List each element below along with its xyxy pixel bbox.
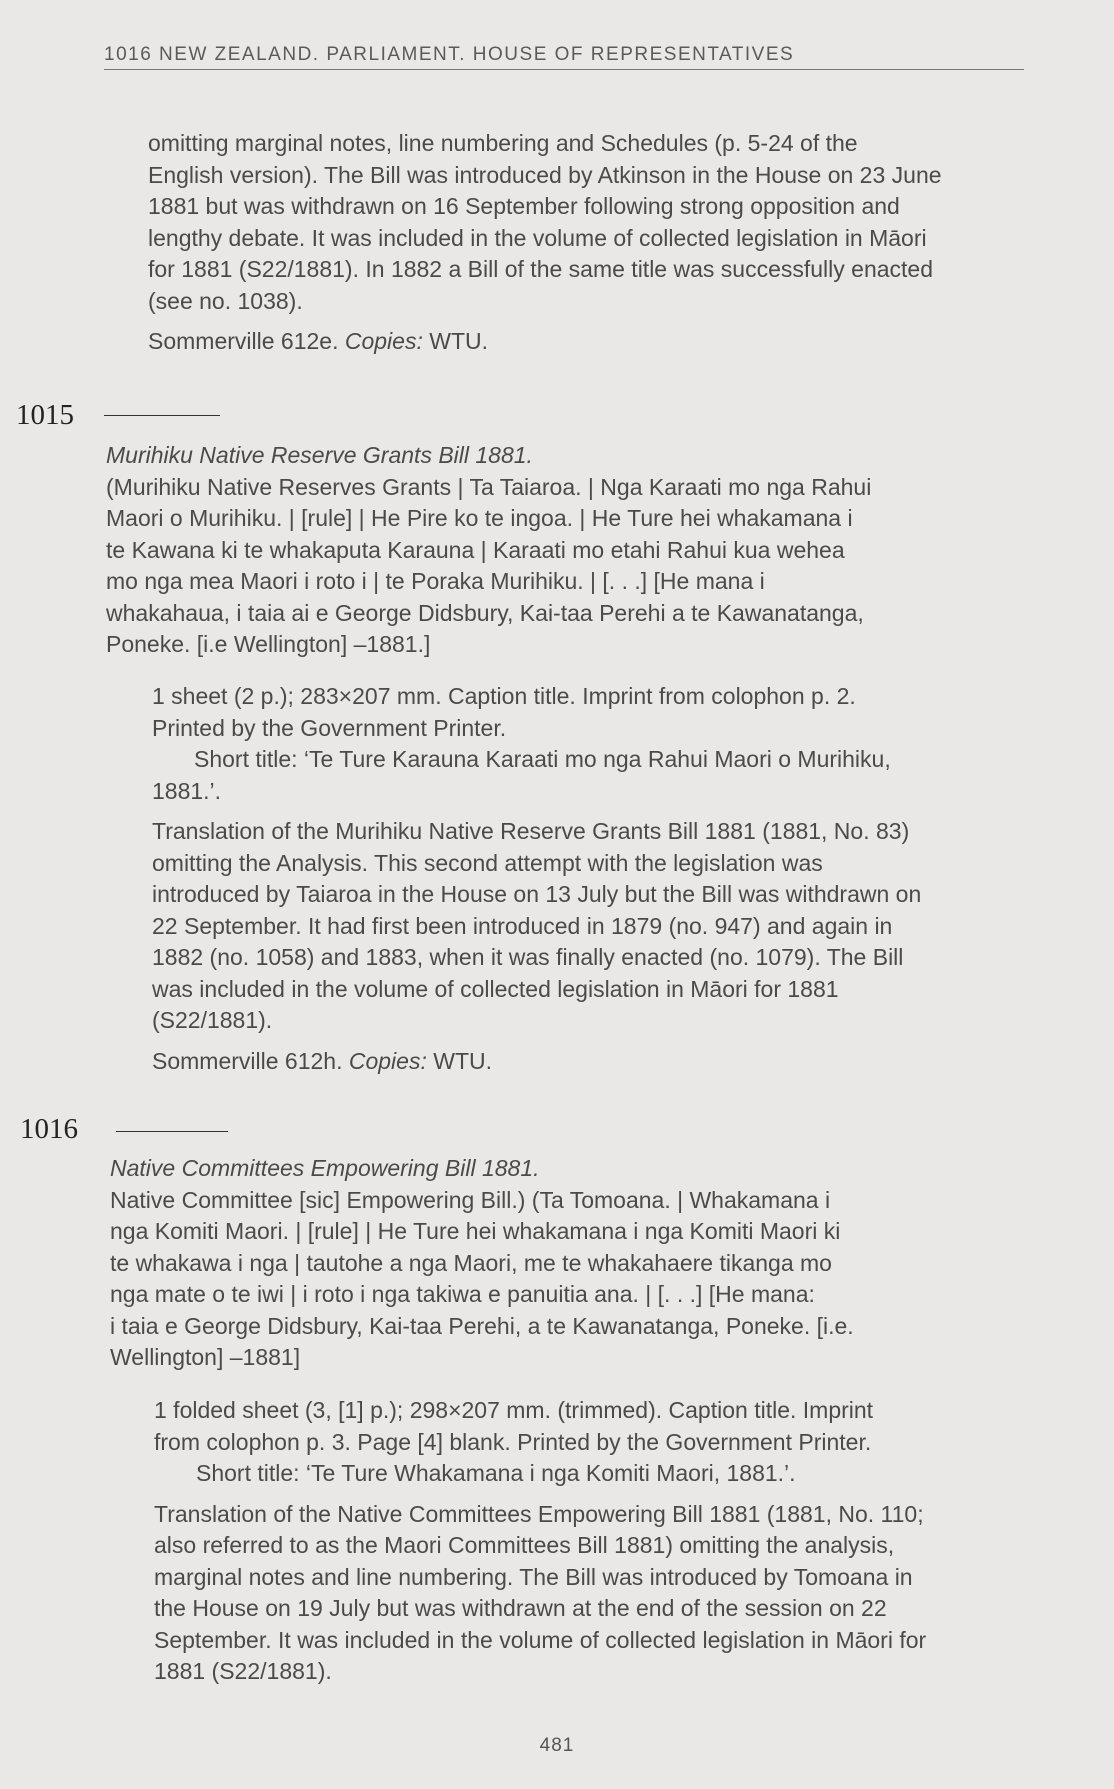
note-line: September. It was included in the volume of collected legislation in Māori for	[154, 1626, 927, 1653]
entry-1015-notes	[152, 681, 1026, 1077]
text-line: Maori o Murihiku. | [rule] | He Pire ko te ingoa. | He Ture hei whakamana i	[106, 505, 853, 531]
note-line: also referred to as the Maori Committees Bill 1881) omitting the analysis,	[154, 1532, 895, 1558]
text-line: for 1881 (S22/1881). In 1882 a Bill of the same title was successfully enacted	[148, 256, 933, 282]
text-line: nga Komiti Maori. | [rule] | He Ture hei whakamana i nga Komiti Maori ki	[110, 1218, 841, 1244]
text-line: te whakawa i nga | tautohe a nga Maori, me te whakahaere tikanga mo	[110, 1249, 832, 1276]
entry-1015-transcription	[106, 440, 1018, 661]
intro-continuation	[148, 128, 1026, 358]
text-line: Poneke. [i.e Wellington] –1881.]	[106, 631, 431, 657]
copies-label: Copies:	[344, 328, 423, 354]
text-line: te Kawana ki te whakaputa Karauna | Karaati mo etahi Rahui kua wehea	[106, 536, 845, 563]
physical-description: Printed by the Government Printer.	[152, 714, 507, 741]
text-line: omitting marginal notes, line numbering and Schedules (p. 5-24 of the	[148, 130, 858, 156]
entry-1016-notes	[154, 1395, 1030, 1688]
physical-description: 1 folded sheet (3, [1] p.); 298×207 mm. (trimmed). Caption title. Imprint	[154, 1397, 874, 1423]
short-title: 1881.’.	[152, 777, 222, 804]
entry-title: Native Committees Empowering Bill 1881.	[110, 1155, 540, 1181]
note-line: was included in the volume of collected legislation in Māori for 1881	[152, 975, 839, 1002]
page-number: 481	[539, 1735, 575, 1756]
copies-value: WTU.	[433, 1047, 492, 1074]
entry-number: 1016	[20, 1113, 78, 1145]
entry-title: Murihiku Native Reserve Grants Bill 1881.	[106, 442, 533, 468]
copies-label: Copies:	[348, 1047, 427, 1074]
text-line: English version). The Bill was introduced by Atkinson in the House on 23 June	[148, 161, 942, 188]
reference-line	[148, 326, 1026, 358]
note-line: marginal notes and line numbering. The Bill was introduced by Tomoana in	[154, 1563, 913, 1590]
entry-1016-transcription	[110, 1153, 1022, 1374]
title-dash	[116, 1131, 228, 1132]
text-line: (Murihiku Native Reserves Grants | Ta Taiaroa. | Nga Karaati mo nga Rahui	[106, 473, 872, 500]
note-line: 1882 (no. 1058) and 1883, when it was finally enacted (no. 1079). The Bill	[152, 944, 904, 970]
note-line: introduced by Taiaroa in the House on 13 July but the Bill was withdrawn on	[152, 881, 922, 907]
text-line: i taia e George Didsbury, Kai-taa Perehi, a te Kawanatanga, Poneke. [i.e.	[110, 1312, 854, 1339]
title-dash	[104, 415, 220, 416]
text-line: Native Committee [sic] Empowering Bill.) (Ta Tomoana. | Whakamana i	[110, 1186, 831, 1213]
note-line: omitting the Analysis. This second attempt with the legislation was	[152, 849, 823, 876]
text-line: lengthy debate. It was included in the volume of collected legislation in Māori	[148, 224, 927, 251]
short-title: Short title: ‘Te Ture Whakamana i nga Komiti Maori, 1881.’.	[196, 1460, 796, 1486]
note-line: 1881 (S22/1881).	[154, 1658, 332, 1684]
running-header: 1016 NEW ZEALAND. PARLIAMENT. HOUSE OF REPRESENTATIVES	[104, 44, 1024, 70]
text-line: Wellington] –1881]	[110, 1344, 301, 1370]
copies-value: WTU.	[429, 328, 488, 354]
short-title: Short title: ‘Te Ture Karauna Karaati mo nga Rahui Maori o Murihiku,	[194, 746, 891, 772]
entry-number: 1015	[16, 399, 74, 431]
note-line: the House on 19 July but was withdrawn at the end of the session on 22	[154, 1595, 887, 1621]
text-line: (see no. 1038).	[148, 287, 303, 314]
sommerville-ref: Sommerville 612h.	[152, 1047, 343, 1074]
text-line: nga mate o te iwi | i roto i nga takiwa e panuitia ana. | [. . .] [He mana:	[110, 1281, 815, 1307]
physical-description: from colophon p. 3. Page [4] blank. Printed by the Government Printer.	[154, 1428, 872, 1455]
text-line: whakahaua, i taia ai e George Didsbury, Kai-taa Perehi a te Kawanatanga,	[106, 599, 864, 626]
physical-description: 1 sheet (2 p.); 283×207 mm. Caption title. Imprint from colophon p. 2.	[152, 683, 856, 709]
note-line: Translation of the Murihiku Native Reserve Grants Bill 1881 (1881, No. 83)	[152, 818, 910, 844]
text-line: mo nga mea Maori i roto i | te Poraka Murihiku. | [. . .] [He mana i	[106, 568, 765, 594]
note-line: 22 September. It had first been introduced in 1879 (no. 947) and again in	[152, 912, 893, 939]
sommerville-ref: Sommerville 612e.	[148, 328, 339, 354]
reference-line	[152, 1046, 1026, 1078]
note-line: (S22/1881).	[152, 1007, 273, 1033]
text-line: 1881 but was withdrawn on 16 September following strong opposition and	[148, 193, 900, 219]
note-line: Translation of the Native Committees Empowering Bill 1881 (1881, No. 110;	[154, 1500, 924, 1527]
